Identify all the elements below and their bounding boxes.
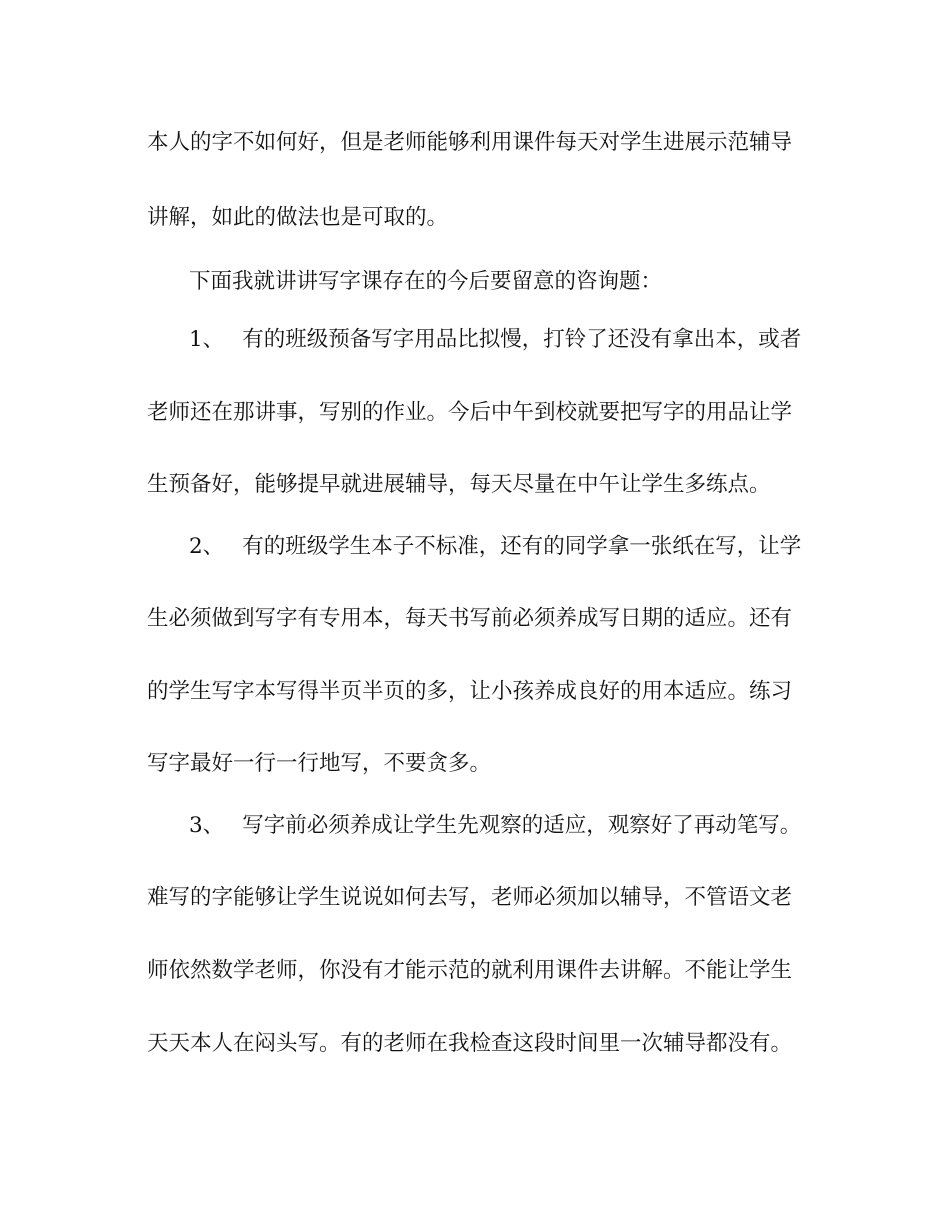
text-line-6: 生预备好，能够提早就进展辅导，每天尽量在中午让学生多练点。 [147,472,771,497]
numbered-item-3 [189,811,849,841]
item-text-1: 有的班级预备写字用品比拟慢，打铃了还没有拿出本，或者 [242,327,802,352]
text-line-5: 老师还在那讲事，写别的作业。今后中午到校就要把写字的用品让学 [147,400,793,425]
item-number-1: 1、 [189,327,225,352]
numbered-item-2 [189,532,849,562]
item-number-3: 3、 [189,813,225,838]
text-line-1: 本人的字不如何好，但是老师能够利用课件每天对学生进展示范辅导 [147,130,793,155]
text-line-3: 下面我就讲讲写字课存在的今后要留意的咨询题： [189,269,663,294]
text-line-2: 讲解，如此的做法也是可取的。 [147,205,449,230]
item-text-2: 有的班级学生本子不标准，还有的同学拿一张纸在写，让学 [242,534,802,559]
text-line-12: 难写的字能够让学生说说如何去写，老师必须加以辅导，不管语文老 [147,885,793,910]
item-number-2: 2、 [189,534,225,559]
text-line-9: 的学生写字本写得半页半页的多，让小孩养成良好的用本适应。练习 [147,679,793,704]
text-line-10: 写字最好一行一行地写，不要贪多。 [147,751,492,776]
text-line-13: 师依然数学老师，你没有才能示范的就利用课件去讲解。不能让学生 [147,958,793,983]
text-line-8: 生必须做到写字有专用本，每天书写前必须养成写日期的适应。还有 [147,606,793,631]
item-text-3: 写字前必须养成让学生先观察的适应，观察好了再动笔写。 [242,813,802,838]
text-line-14: 天天本人在闷头写。有的老师在我检查这段时间里一次辅导都没有。 [147,1031,793,1056]
numbered-item-1 [189,325,849,355]
